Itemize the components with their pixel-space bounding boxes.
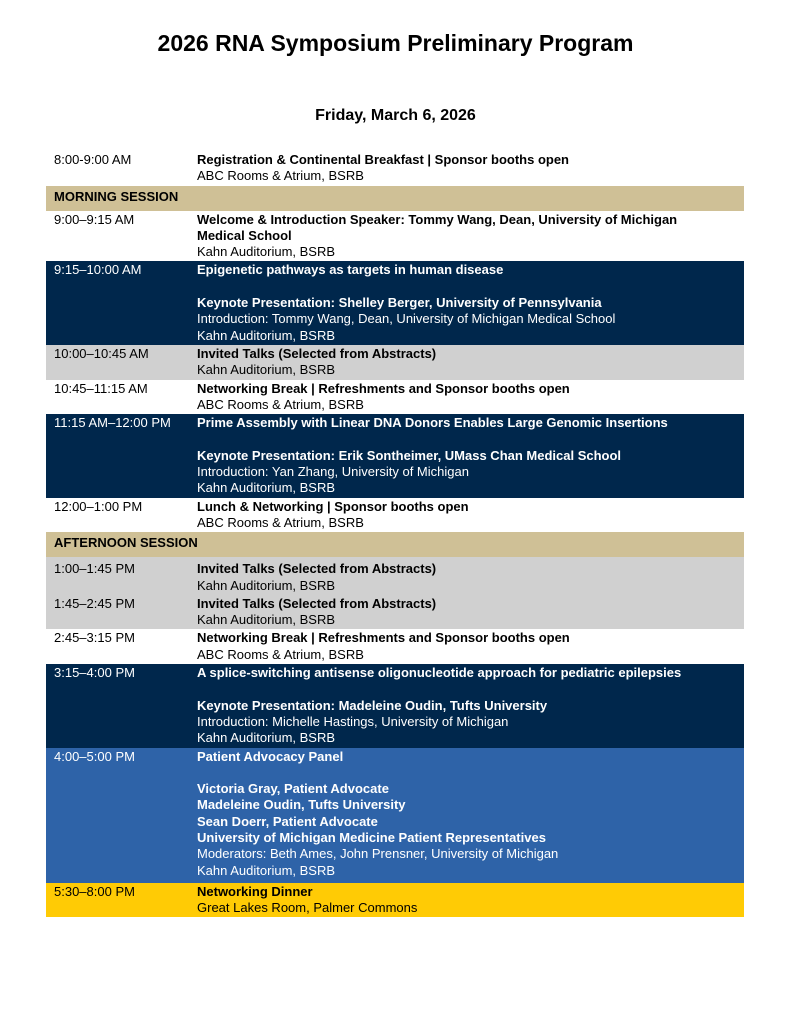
talk-title: A splice-switching antisense oligonucleotide approach for pediatric epilepsies — [197, 665, 682, 681]
row-title: Networking Dinner — [197, 883, 313, 899]
schedule-row — [46, 380, 744, 415]
keynote-speaker: Keynote Presentation: Erik Sontheimer, UMass Chan Medical School — [197, 447, 622, 463]
row-title: Networking Break | Refreshments and Sponsor booths open — [197, 630, 570, 646]
row-time: 10:45–11:15 AM — [54, 380, 148, 396]
schedule-row — [46, 211, 744, 262]
row-location: ABC Rooms & Atrium, BSRB — [197, 396, 364, 412]
session-header-afternoon: AFTERNOON SESSION — [46, 532, 744, 557]
panel-title: Patient Advocacy Panel — [197, 748, 344, 764]
row-title: Invited Talks (Selected from Abstracts) — [197, 345, 437, 361]
row-location: Kahn Auditorium, BSRB — [197, 362, 336, 378]
talk-title: Prime Assembly with Linear DNA Donors Enables Large Genomic Insertions — [197, 415, 668, 431]
panelist: Sean Doerr, Patient Advocate — [197, 813, 378, 829]
row-time: 12:00–1:00 PM — [54, 498, 143, 514]
line-spacer — [197, 279, 738, 295]
row-title-cont: Medical School — [197, 227, 292, 243]
row-title: Invited Talks (Selected from Abstracts) — [197, 595, 437, 611]
row-location: ABC Rooms & Atrium, BSRB — [197, 514, 364, 530]
panelist: University of Michigan Medicine Patient Representatives — [197, 829, 546, 845]
schedule-row-keynote — [46, 261, 744, 344]
row-time: 9:15–10:00 AM — [54, 262, 142, 278]
program-date: Friday, March 6, 2026 — [315, 107, 476, 124]
row-time: 1:00–1:45 PM — [54, 561, 135, 577]
row-location: ABC Rooms & Atrium, BSRB — [197, 168, 364, 184]
row-location: Kahn Auditorium, BSRB — [197, 730, 336, 746]
schedule-table — [46, 151, 744, 917]
row-time: 8:00-9:00 AM — [54, 152, 132, 167]
schedule-row — [46, 151, 744, 186]
row-location: Kahn Auditorium, BSRB — [197, 327, 336, 343]
row-location: Kahn Auditorium, BSRB — [197, 244, 336, 260]
talk-title: Epigenetic pathways as targets in human disease — [197, 262, 504, 278]
row-time: 3:15–4:00 PM — [54, 665, 135, 681]
schedule-row — [46, 498, 744, 533]
panelist: Victoria Gray, Patient Advocate — [197, 781, 389, 797]
row-location: Great Lakes Room, Palmer Commons — [197, 900, 418, 916]
row-title: Lunch & Networking | Sponsor booths open — [197, 498, 469, 514]
introduction: Introduction: Yan Zhang, University of Michigan — [197, 464, 469, 480]
keynote-speaker: Keynote Presentation: Madeleine Oudin, Tufts University — [197, 697, 548, 713]
row-time: 4:00–5:00 PM — [54, 748, 135, 764]
schedule-row — [46, 557, 744, 595]
panelist: Madeleine Oudin, Tufts University — [197, 797, 406, 813]
schedule-row — [46, 629, 744, 664]
row-title: Welcome & Introduction Speaker: Tommy Wang, Dean, University of Michigan — [197, 211, 678, 227]
line-spacer — [197, 765, 738, 781]
schedule-row-keynote — [46, 664, 744, 747]
session-header-morning: MORNING SESSION — [46, 186, 744, 211]
row-time: 9:00–9:15 AM — [54, 211, 135, 227]
row-title: Networking Break | Refreshments and Sponsor booths open — [197, 380, 570, 396]
row-time: 2:45–3:15 PM — [54, 630, 135, 646]
row-time: 11:15 AM–12:00 PM — [54, 415, 171, 431]
page-title: 2026 RNA Symposium Preliminary Program — [157, 30, 634, 56]
introduction: Introduction: Michelle Hastings, University of Michigan — [197, 713, 509, 729]
schedule-row — [46, 345, 744, 380]
keynote-speaker: Keynote Presentation: Shelley Berger, University of Pennsylvania — [197, 295, 602, 311]
line-spacer — [197, 431, 738, 447]
row-time: 5:30–8:00 PM — [54, 883, 135, 899]
schedule-row-panel — [46, 748, 744, 883]
line-spacer — [197, 681, 738, 697]
row-location: ABC Rooms & Atrium, BSRB — [197, 646, 364, 662]
schedule-row-keynote — [46, 414, 744, 497]
schedule-row-dinner — [46, 883, 744, 918]
row-time: 10:00–10:45 AM — [54, 345, 149, 361]
row-location: Kahn Auditorium, BSRB — [197, 862, 336, 878]
introduction: Introduction: Tommy Wang, Dean, University of Michigan Medical School — [197, 311, 616, 327]
row-title: Registration & Continental Breakfast | Sponsor booths open — [197, 152, 569, 167]
row-time: 1:45–2:45 PM — [54, 595, 135, 611]
schedule-row — [46, 595, 744, 630]
row-title: Invited Talks (Selected from Abstracts) — [197, 561, 437, 577]
row-location: Kahn Auditorium, BSRB — [197, 612, 336, 628]
moderators: Moderators: Beth Ames, John Prensner, University of Michigan — [197, 846, 559, 862]
row-location: Kahn Auditorium, BSRB — [197, 577, 336, 593]
row-location: Kahn Auditorium, BSRB — [197, 480, 336, 496]
